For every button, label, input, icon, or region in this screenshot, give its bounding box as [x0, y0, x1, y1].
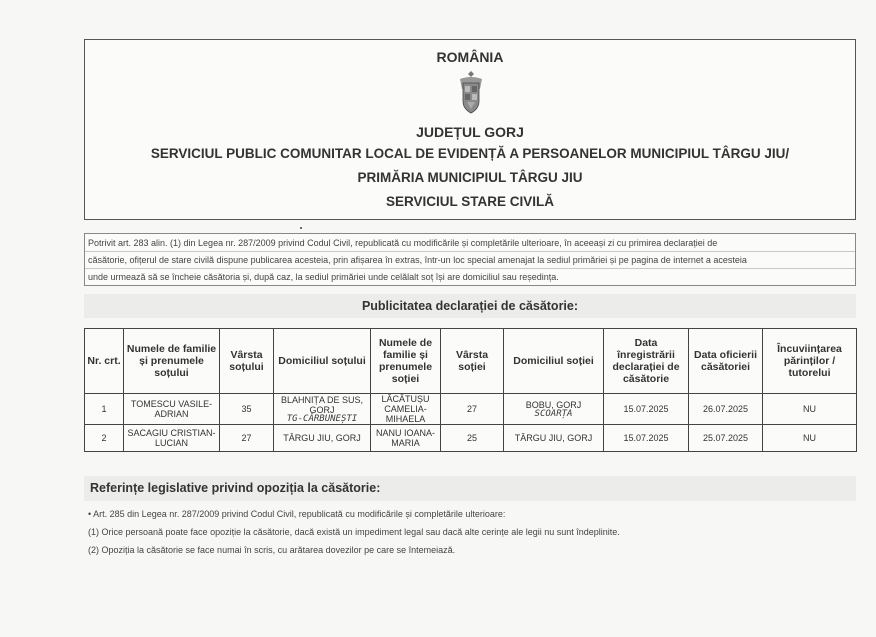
column-header: Vârsta soției: [441, 329, 504, 394]
declaration-date: 15.07.2025: [604, 394, 689, 425]
table-row: [85, 394, 857, 425]
column-header: Numele de familie și prenumele soțului: [124, 329, 220, 394]
table-header-row: [85, 329, 857, 394]
husband-address: TÂRGU JIU, GORJ: [274, 425, 371, 452]
legal-notice-line: căsătorie, ofițerul de stare civilă dispune publicarea acesteia, prin afișarea în extras, într-un loc special amenajat la sediul primăriei și pe pagina de internet a acesteia: [88, 255, 747, 265]
references-title: Referințe legislative privind opoziția la căsătorie:: [90, 481, 381, 495]
publication-title: Publicitatea declarației de căsătorie:: [361, 299, 579, 313]
wife-age: 25: [441, 425, 504, 452]
notice-divider: [85, 251, 855, 252]
column-header: Vârsta soțului: [220, 329, 274, 394]
husband-name: SACAGIU CRISTIAN-LUCIAN: [124, 425, 220, 452]
table-row: [85, 425, 857, 452]
handwritten-correction: SCOARȚA: [534, 408, 573, 419]
wife-address: BOBU, GORJ: [525, 399, 582, 410]
reference-line: (1) Orice persoană poate face opoziție la căsătorie, dacă există un impediment legal sau dacă alte cerințe ale legii nu sunt îndeplinite.: [88, 527, 620, 537]
stray-dot: [300, 227, 302, 229]
legal-notice: [84, 233, 856, 286]
parental-consent: NU: [763, 425, 857, 452]
service-title: SERVICIUL PUBLIC COMUNITAR LOCAL DE EVIDENȚĂ A PERSOANELOR MUNICIPIUL TÂRGU JIU/: [150, 146, 790, 161]
husband-address: BLAHNIȚA DE SUS, GORJ: [280, 394, 364, 415]
column-header: Domiciliul soțului: [274, 329, 371, 394]
wife-address: TÂRGU JIU, GORJ: [504, 425, 604, 452]
country-title: ROMÂNIA: [436, 49, 504, 65]
column-header: Domiciliul soției: [504, 329, 604, 394]
references-section-header: [84, 476, 856, 501]
wife-name: LĂCĂTUȘU CAMELIA-MIHAELA: [371, 394, 441, 425]
wife-address-cell: [504, 394, 604, 425]
notice-divider: [85, 268, 855, 269]
column-header: Data înregistrării declarației de căsătorie: [604, 329, 689, 394]
reference-line: • Art. 285 din Legea nr. 287/2009 privind Codul Civil, republicată cu modificările și completările ulterioare:: [88, 509, 506, 519]
mayoralty-title: PRIMĂRIA MUNICIPIUL TÂRGU JIU: [357, 170, 583, 185]
marriage-declarations-table: [84, 328, 857, 452]
row-number: 1: [85, 394, 124, 425]
publication-section-header: [84, 294, 856, 318]
column-header: Nr. crt.: [85, 329, 124, 394]
county-title: JUDEȚUL GORJ: [416, 124, 524, 140]
husband-address-cell: [274, 394, 371, 425]
coat-of-arms-icon: [458, 69, 484, 115]
document-header: [84, 39, 856, 220]
husband-name: TOMESCU VASILE-ADRIAN: [124, 394, 220, 425]
legal-notice-line: Potrivit art. 283 alin. (1) din Legea nr. 287/2009 privind Codul Civil, republicată cu modificările și completările ulterioare, în aceeași zi cu primirea declarației de: [88, 238, 718, 248]
wife-age: 27: [441, 394, 504, 425]
reference-line: (2) Opoziția la căsătorie se face numai în scris, cu arătarea dovezilor pe care se întemeiază.: [88, 545, 456, 555]
column-header: Încuviințarea părinților / tutorelui: [763, 329, 857, 394]
wife-name: NANU IOANA-MARIA: [371, 425, 441, 452]
declaration-date: 15.07.2025: [604, 425, 689, 452]
legal-notice-line: unde urmează să se încheie căsătoria și, după caz, la sediul primăriei unde celălalt soț își are domiciliul sau reședința.: [88, 272, 559, 282]
ceremony-date: 26.07.2025: [689, 394, 763, 425]
ceremony-date: 25.07.2025: [689, 425, 763, 452]
civil-office-title: SERVICIUL STARE CIVILĂ: [385, 194, 555, 209]
husband-age: 27: [220, 425, 274, 452]
column-header: Numele de familie și prenumele soției: [371, 329, 441, 394]
handwritten-correction: TG-CĂRBUNEȘTI: [286, 413, 358, 424]
husband-age: 35: [220, 394, 274, 425]
parental-consent: NU: [763, 394, 857, 425]
column-header: Data oficierii căsătoriei: [689, 329, 763, 394]
row-number: 2: [85, 425, 124, 452]
